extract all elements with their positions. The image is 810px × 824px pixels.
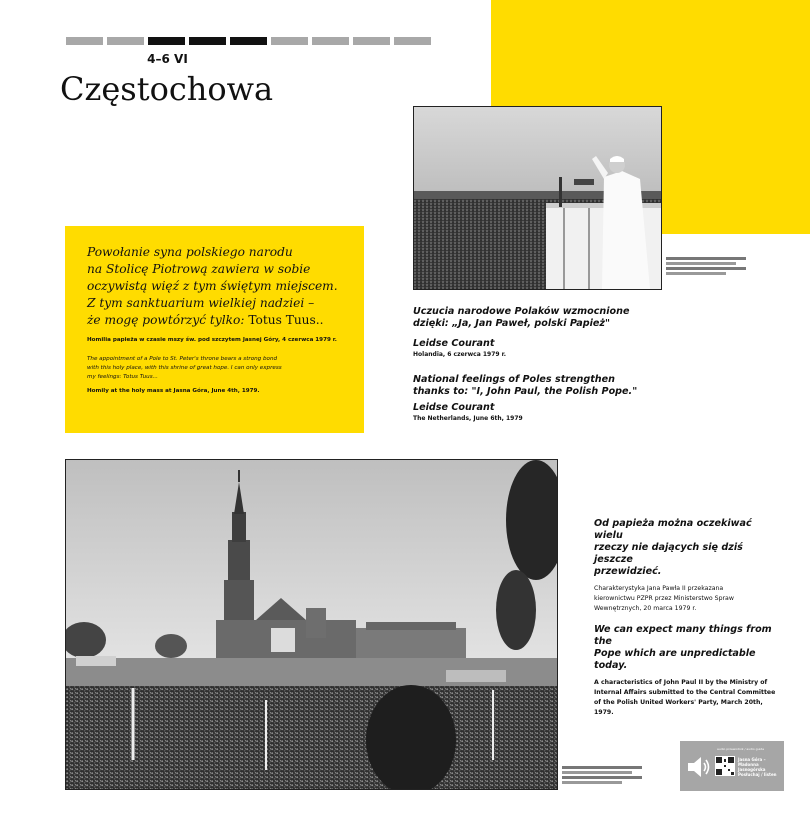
newspaper-place-date: The Netherlands, June 6th, 1979 <box>413 415 523 422</box>
characteristic-english <box>594 624 780 672</box>
characteristic-line: Od papieża można oczekiwać wielu <box>594 518 752 541</box>
photo-caption-small <box>562 766 642 784</box>
progress-segment <box>107 37 144 45</box>
press-quote <box>413 306 653 422</box>
characteristic-line: We can expect many things from the <box>594 624 772 647</box>
progress-segment-active <box>230 37 267 45</box>
quote-english <box>87 355 342 382</box>
audio-guide-badge[interactable] <box>680 741 784 791</box>
audio-guide-title: Jasna Góra – Madonna Jasnogórska <box>738 757 766 772</box>
qr-code-icon[interactable] <box>715 756 735 776</box>
headline-line: dzięki: „Ja, Jan Paweł, polski Papież" <box>413 318 610 329</box>
newspaper-place-date: Holandia, 6 czerwca 1979 r. <box>413 351 507 358</box>
quote-en-line: The appointment of a Pole to St. Peter's throne bears a strong bond <box>87 356 278 362</box>
press-headline-english <box>413 374 653 398</box>
quote-totus-tuus: Totus Tuus.. <box>248 313 324 327</box>
newspaper-name: Leidse Courant <box>413 338 495 349</box>
source-line: Internal Affairs submitted to the Central Committee <box>594 689 776 696</box>
source-line: of the Polish United Workers' Party, March 20th, 1979. <box>594 699 763 716</box>
headline-line: Uczucia narodowe Polaków wzmocnione <box>413 306 630 317</box>
progress-segment-active <box>148 37 185 45</box>
photo-pope-pulpit <box>413 106 662 290</box>
progress-segment <box>271 37 308 45</box>
progress-segment <box>66 37 103 45</box>
quote-source-polish: Homilia papieża w czasie mszy św. pod szczytem Jasnej Góry, 4 czerwca 1979 r. <box>87 337 337 343</box>
quote-line: Powołanie syna polskiego narodu <box>87 245 293 259</box>
press-headline-polish <box>413 306 653 330</box>
headline-line: thanks to: "I, John Paul, the Polish Pope." <box>413 386 638 397</box>
speaker-icon[interactable] <box>686 755 712 779</box>
source-line: A characteristics of John Paul II by the Ministry of <box>594 679 768 686</box>
characteristic-source-polish <box>594 584 780 614</box>
characteristic-line: rzeczy nie dających się dziś jeszcze <box>594 542 743 565</box>
quote-source-english: Homily at the holy mass at Jasna Góra, June 4th, 1979. <box>87 388 260 394</box>
progress-bar <box>66 37 431 45</box>
characteristic-source-english <box>594 678 780 718</box>
source-line: kierownictwu PZPR przez Ministerstwo Spraw <box>594 595 734 602</box>
progress-segment <box>353 37 390 45</box>
quote-polish <box>87 244 342 329</box>
quote-box <box>65 226 364 433</box>
page-title: Częstochowa <box>60 70 274 108</box>
characteristic-line: Pope which are unpredictable today. <box>594 648 756 671</box>
headline-line: National feelings of Poles strengthen <box>413 374 615 385</box>
progress-segment <box>394 37 431 45</box>
audio-guide-label: audio przewodnik / audio guide <box>717 747 765 751</box>
source-line: Wewnętrznych, 20 marca 1979 r. <box>594 605 697 612</box>
progress-segment-active <box>189 37 226 45</box>
newspaper-name: Leidse Courant <box>413 402 495 413</box>
quote-en-line: with this holy place, with this shrine of great hope. I can only express <box>87 365 282 371</box>
ministry-characteristic <box>594 518 780 718</box>
photo-caption-small <box>666 257 746 275</box>
quote-line: że mogę powtórzyć tylko: <box>87 313 249 327</box>
characteristic-line: przewidzieć. <box>594 566 662 577</box>
quote-line: oczywistą więź z tym świętym miejscem. <box>87 279 338 293</box>
characteristic-polish <box>594 518 780 578</box>
date-label: 4–6 VI <box>147 52 188 66</box>
photo-jasna-gora <box>65 459 558 790</box>
source-line: Charakterystyka Jana Pawła II przekazana <box>594 585 724 592</box>
quote-line: na Stolicę Piotrową zawiera w sobie <box>87 262 311 276</box>
progress-segment <box>312 37 349 45</box>
audio-guide-listen[interactable]: Posłuchaj / listen <box>738 772 777 777</box>
quote-en-line: my feelings: Totus Tuus... <box>87 374 158 380</box>
quote-line: Z tym sanktuarium wielkiej nadziei – <box>87 296 315 310</box>
